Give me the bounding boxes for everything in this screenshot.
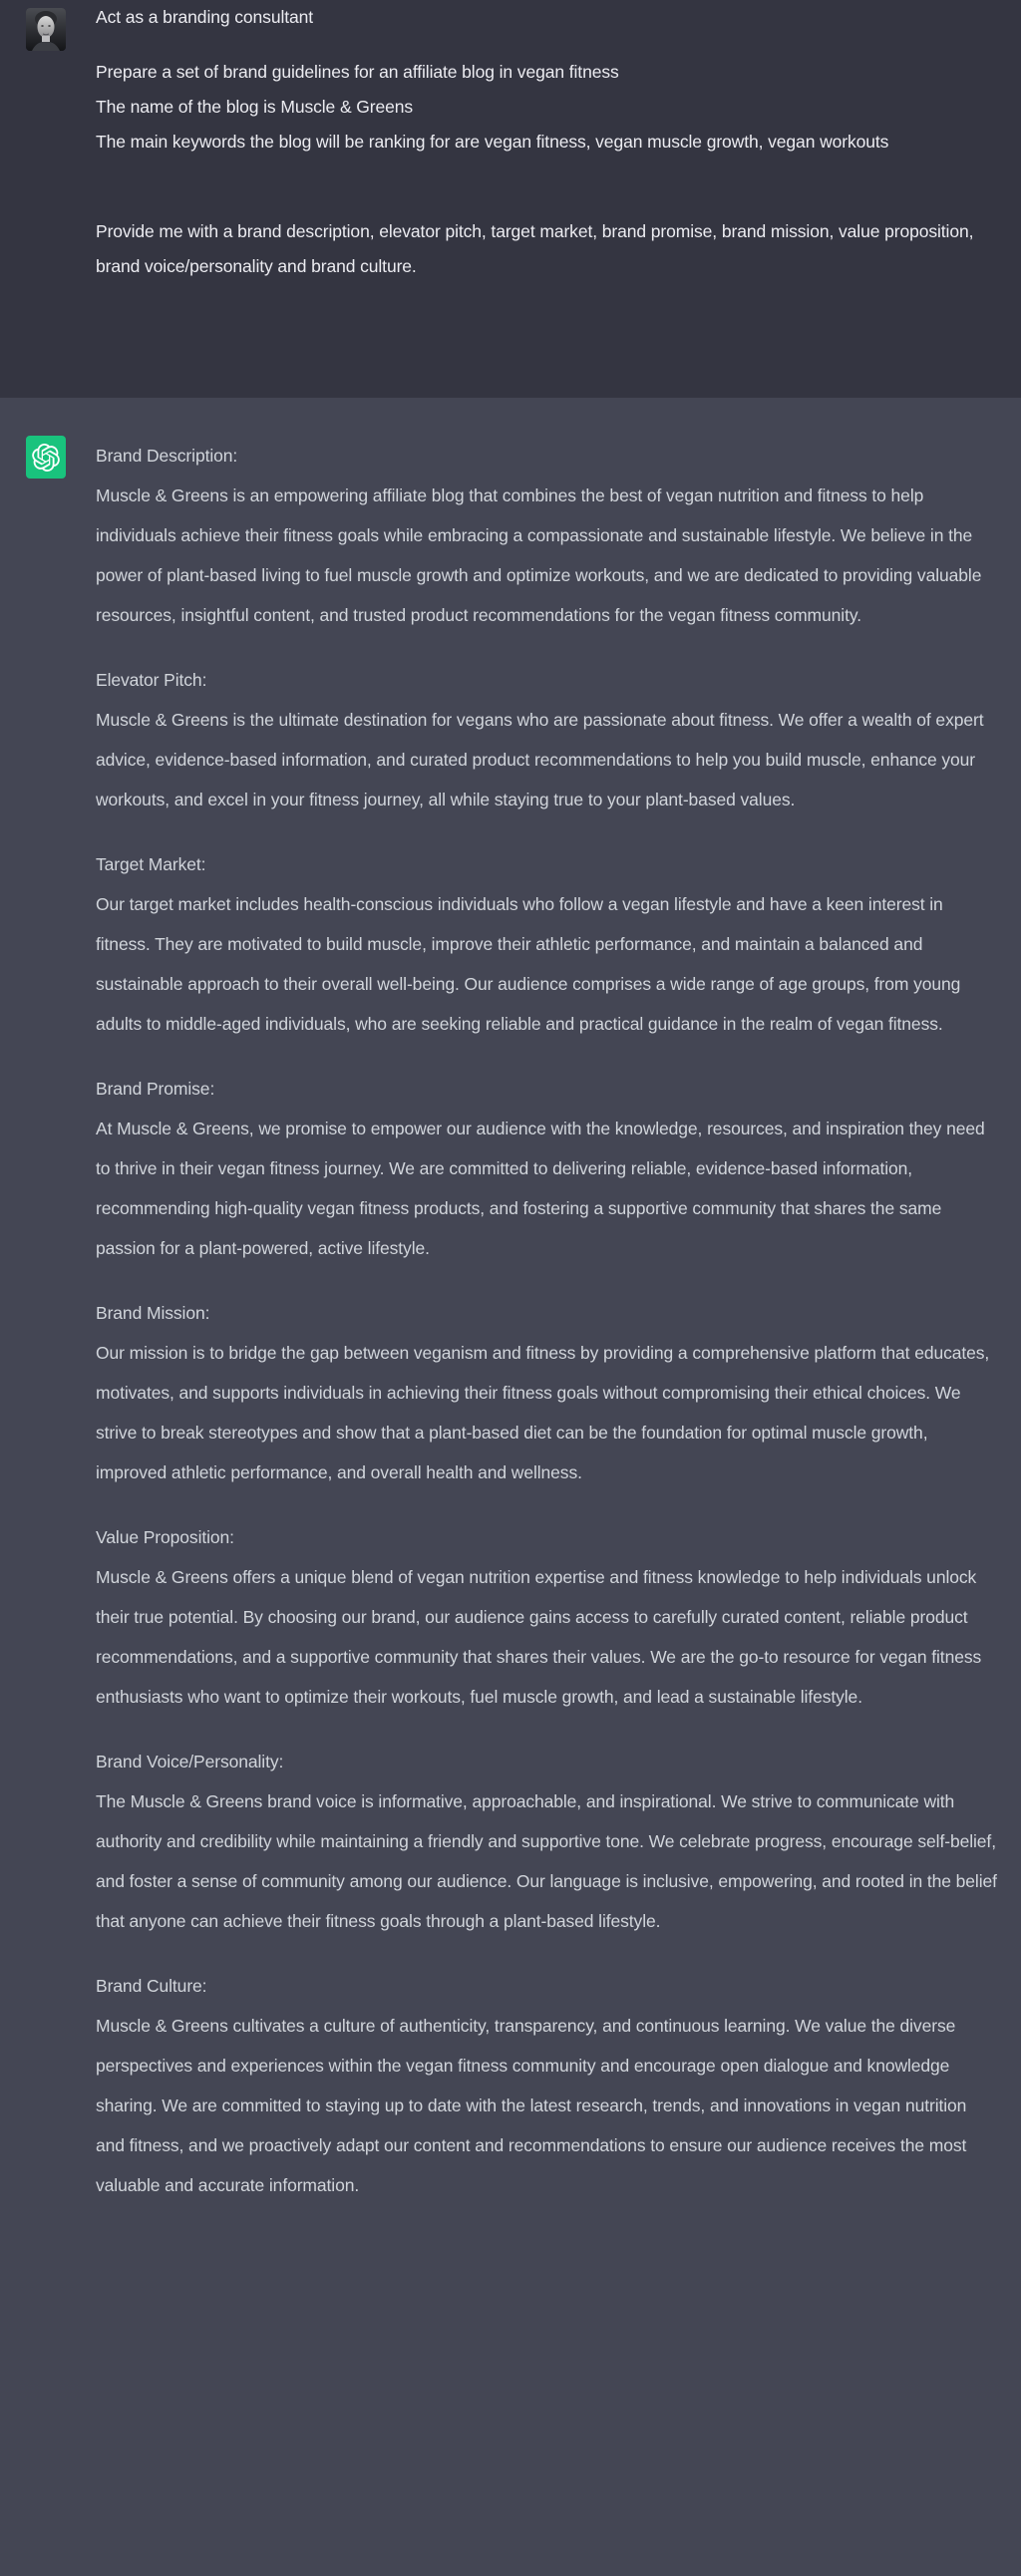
section-body: The Muscle & Greens brand voice is informative, approachable, and inspirational. We strive to communicate with authority and credibility while maintaining a friendly and supportive tone. We celebrate progress, encourage self-belief, and foster a sense of community among our audience. Our language is inclusive, empowering, and rooted in the belief that anyone can achieve their fitness goals through a plant-based lifestyle. (96, 1791, 997, 1931)
section-body: Our mission is to bridge the gap between veganism and fitness by providing a comprehensive platform that educates, motivates, and supports individuals in achieving their fitness goals without compromising their ethical choices. We strive to break stereotypes and show that a plant-based diet can be the foundation for optimal muscle growth, improved athletic performance, and overall health and wellness. (96, 1343, 990, 1482)
section-body: Our target market includes health-conscious individuals who follow a vegan lifestyle and have a keen interest in fitness. They are motivated to build muscle, improve their athletic performance, and maintain a balanced and sustainable approach to their overall well-being. Our audience comprises a wide range of age groups, from young adults to middle-aged individuals, who are seeking reliable and practical guidance in the realm of vegan fitness. (96, 894, 961, 1034)
section-heading: Brand Promise: (96, 1079, 215, 1099)
assistant-avatar-column (26, 432, 66, 479)
section-heading: Value Proposition: (96, 1527, 234, 1547)
section-heading: Elevator Pitch: (96, 670, 207, 690)
user-paragraph (96, 0, 997, 35)
section-body: At Muscle & Greens, we promise to empower our audience with the knowledge, resources, and inspiration they need to thrive in their vegan fitness journey. We are committed to delivering reliable, evidence-based information, recommending high-quality vegan fitness products, and fostering a supportive community that shares the same passion for a plant-powered, active lifestyle. (96, 1119, 985, 1258)
section-brand-culture (96, 1966, 997, 2205)
section-brand-mission (96, 1293, 997, 1492)
section-elevator-pitch (96, 660, 997, 819)
assistant-message-content (96, 432, 997, 2205)
section-body: Muscle & Greens is an empowering affiliate blog that combines the best of vegan nutrition and fitness to help individuals achieve their fitness goals while embracing a compassionate and sustainable lifestyle. We believe in the power of plant-based living to fuel muscle growth and optimize workouts, and we are dedicated to providing valuable resources, insightful content, and trusted product recommendations for the vegan fitness community. (96, 485, 982, 625)
section-heading: Brand Culture: (96, 1976, 207, 1996)
section-value-proposition (96, 1517, 997, 1717)
user-message-line: The main keywords the blog will be ranking for are vegan fitness, vegan muscle growth, vegan workouts (96, 132, 889, 152)
user-message (0, 0, 1021, 397)
section-brand-promise (96, 1069, 997, 1268)
user-avatar (26, 8, 66, 51)
chatgpt-avatar (26, 436, 66, 479)
user-message-line: The name of the blog is Muscle & Greens (96, 97, 414, 117)
section-heading: Target Market: (96, 854, 206, 874)
user-paragraph (96, 214, 997, 284)
section-heading: Brand Mission: (96, 1303, 210, 1323)
section-brand-voice-personality (96, 1742, 997, 1941)
user-avatar-column (26, 0, 66, 51)
user-portrait-image (26, 8, 66, 51)
openai-logo-icon (32, 444, 60, 472)
user-message-line: Prepare a set of brand guidelines for an affiliate blog in vegan fitness (96, 62, 619, 82)
user-message-line: Act as a branding consultant (96, 7, 314, 27)
user-paragraph (96, 55, 997, 160)
user-message-line: Provide me with a brand description, elevator pitch, target market, brand promise, brand mission, value proposition, brand voice/personality and brand culture. (96, 221, 974, 276)
user-message-content (96, 0, 997, 284)
section-brand-description (96, 436, 997, 635)
section-target-market (96, 844, 997, 1044)
section-body: Muscle & Greens offers a unique blend of vegan nutrition expertise and fitness knowledge to help individuals unlock their true potential. By choosing our brand, our audience gains access to carefully curated content, reliable product recommendations, and a supportive community that shares their values. We are the go-to resource for vegan fitness enthusiasts who want to optimize their workouts, fuel muscle growth, and lead a sustainable lifestyle. (96, 1567, 982, 1707)
section-body: Muscle & Greens is the ultimate destination for vegans who are passionate about fitness. We offer a wealth of expert advice, evidence-based information, and curated product recommendations to help you build muscle, enhance your workouts, and excel in your fitness journey, all while staying true to your plant-based values. (96, 710, 984, 809)
section-heading: Brand Description: (96, 446, 238, 466)
assistant-message (0, 397, 1021, 2576)
section-body: Muscle & Greens cultivates a culture of authenticity, transparency, and continuous learning. We value the diverse perspectives and experiences within the vegan fitness community and encourage open dialogue and knowledge sharing. We are committed to staying up to date with the latest research, trends, and innovations in vegan nutrition and fitness, and we proactively adapt our content and recommendations to ensure our audience receives the most valuable and accurate information. (96, 2016, 967, 2195)
section-heading: Brand Voice/Personality: (96, 1752, 284, 1771)
